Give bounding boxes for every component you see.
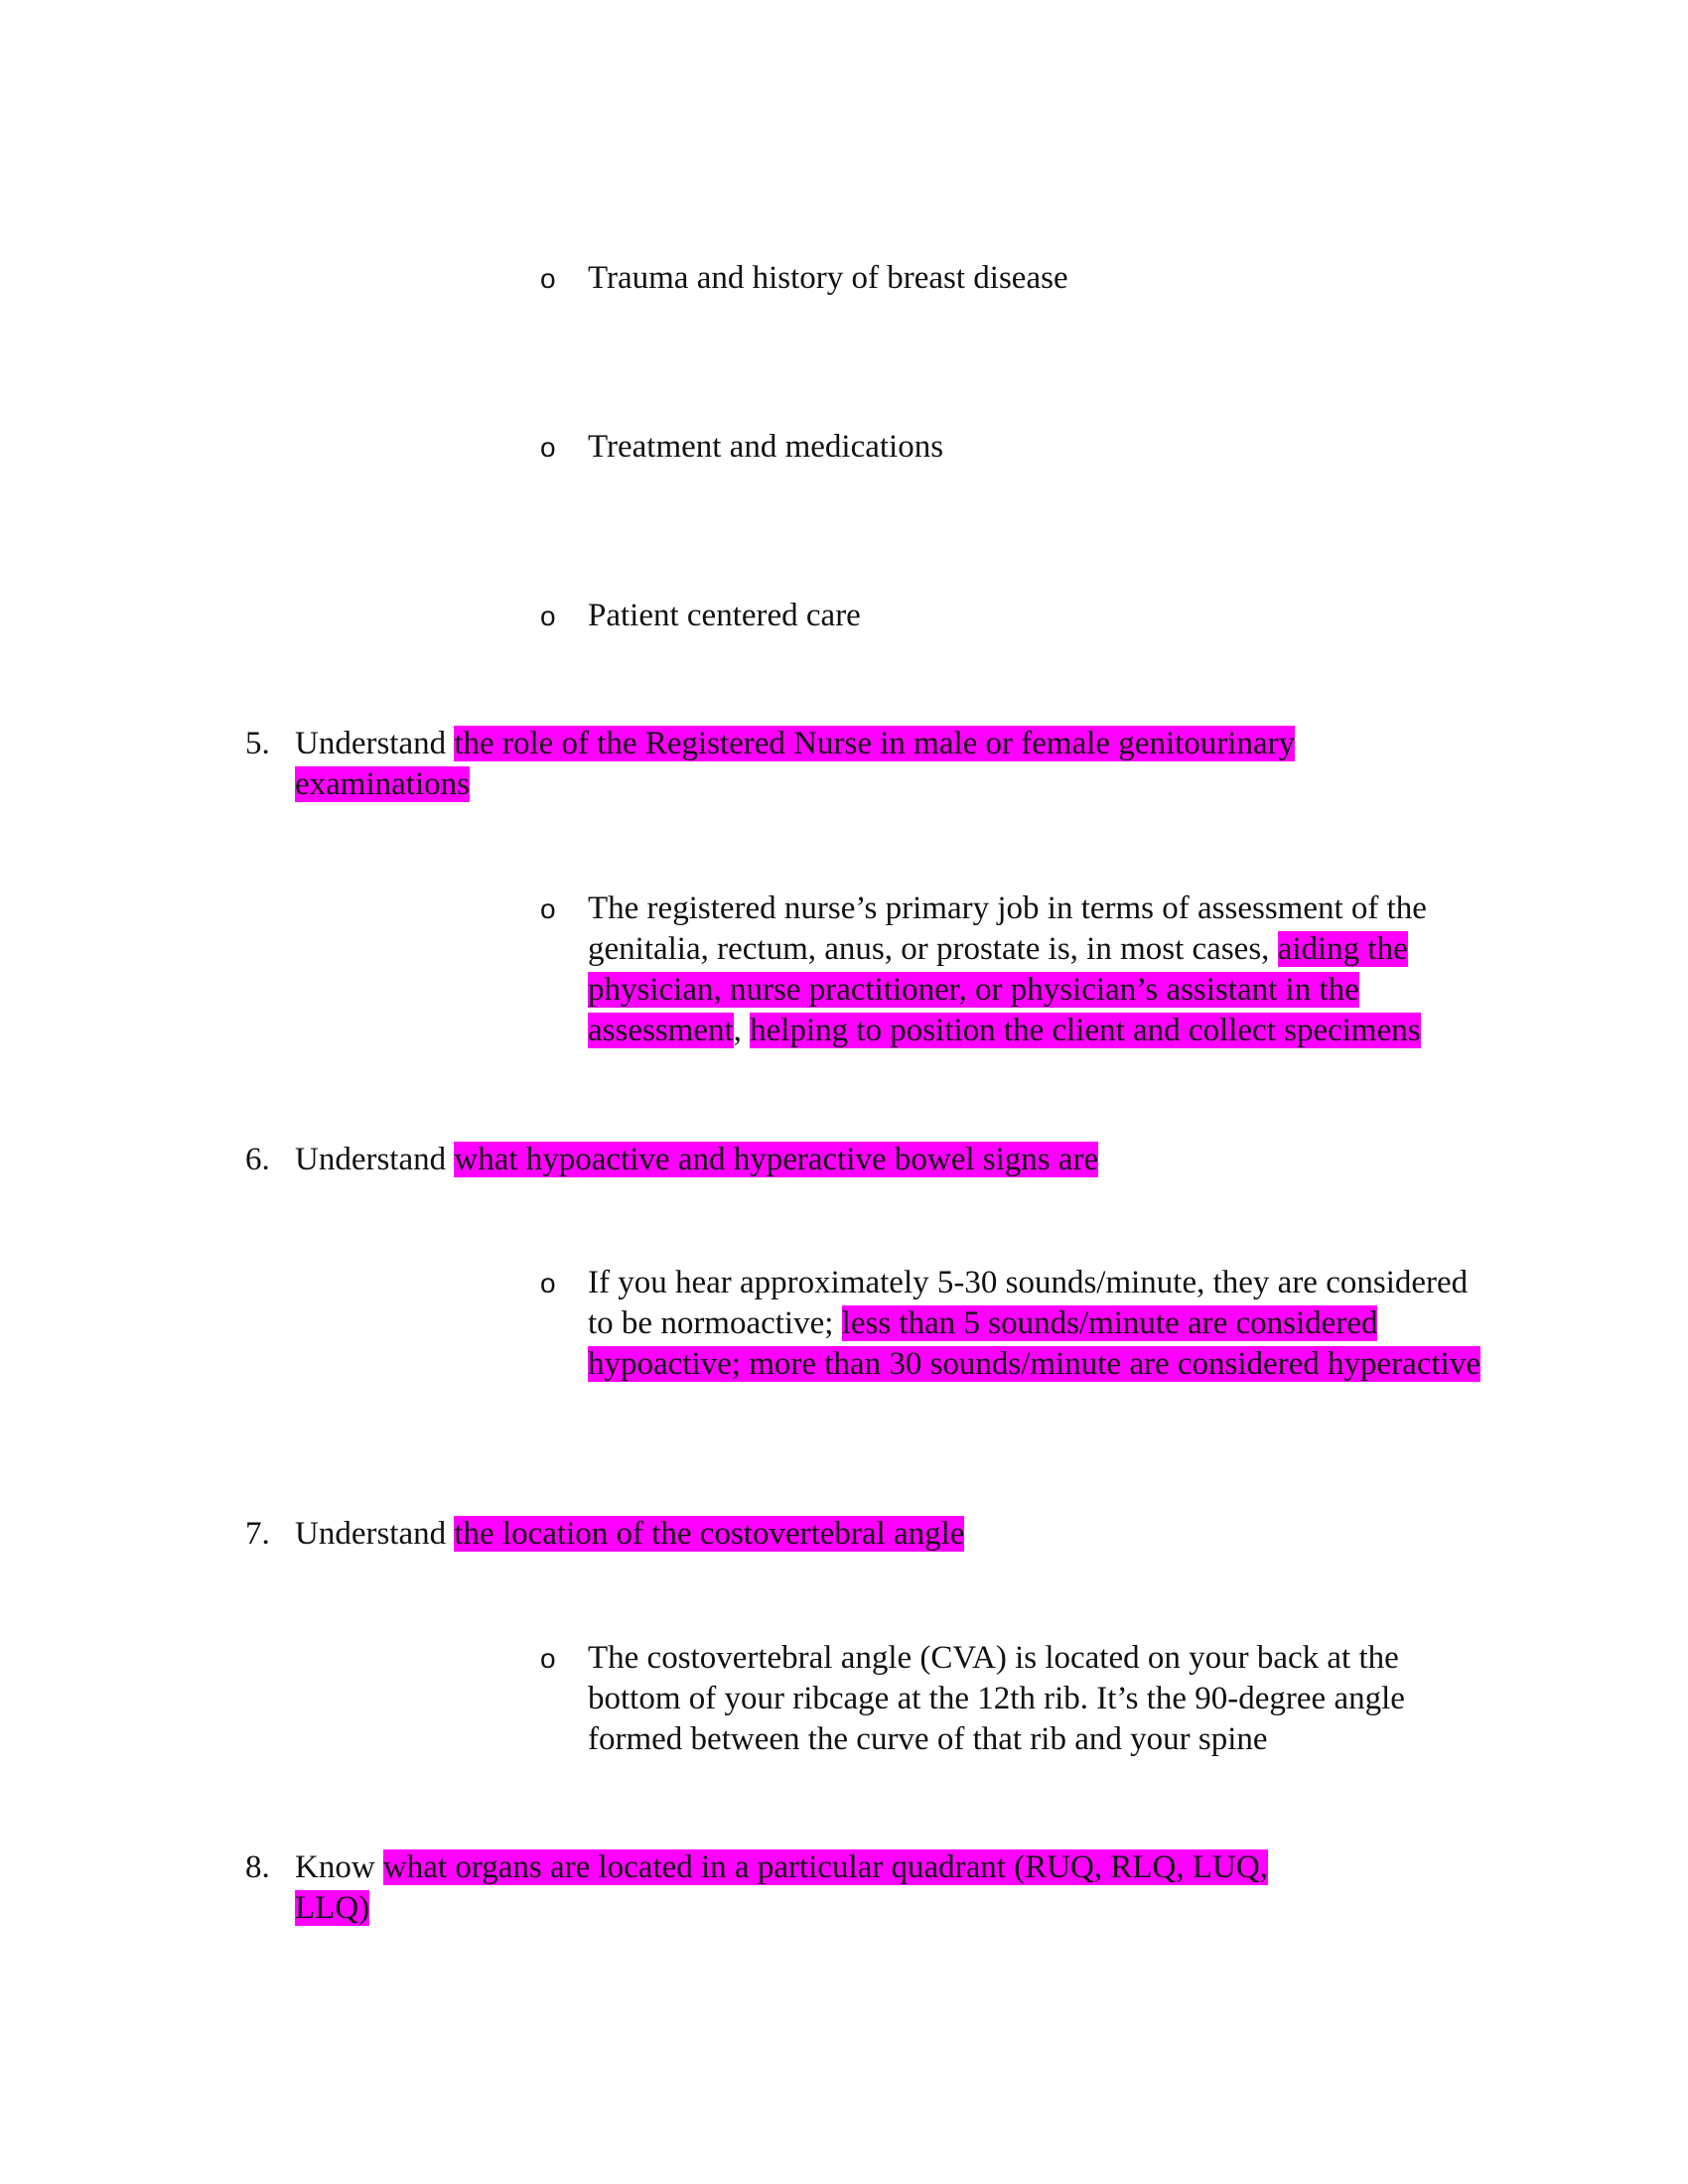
list-item bbox=[540, 258, 1491, 299]
numbered-item-8 bbox=[245, 1847, 1337, 1929]
bullet-text: The registered nurse’s primary job in terms of assessment of the genitalia, rectum, anus, or prostate is, in most cases, bbox=[588, 890, 1427, 967]
bullet-marker: o bbox=[540, 1643, 556, 1674]
numbered-item-6 bbox=[245, 1140, 1337, 1180]
bullet-marker: o bbox=[540, 893, 556, 924]
list-item bbox=[540, 1638, 1491, 1760]
list-item bbox=[540, 427, 1491, 468]
bullet-text: Trauma and history of breast disease bbox=[588, 260, 1068, 296]
highlighted-text: the role of the Registered Nurse in male or female genitourinary bbox=[454, 726, 1296, 761]
highlighted-text: the location of the costovertebral angle bbox=[454, 1516, 965, 1552]
item-lead: Know bbox=[295, 1849, 383, 1885]
list-item bbox=[540, 888, 1491, 1051]
highlighted-text: examinations bbox=[295, 766, 470, 802]
list-item bbox=[540, 1263, 1491, 1385]
item-number: 8. bbox=[245, 1849, 270, 1885]
numbered-item-7 bbox=[245, 1514, 1337, 1555]
bullet-marker: o bbox=[540, 1268, 556, 1298]
list-item bbox=[540, 596, 1491, 636]
item-lead: Understand bbox=[295, 1142, 455, 1177]
highlighted-text: aiding the physician, nurse practitioner, or physician’s assistant in the assessment bbox=[588, 931, 1408, 1048]
highlighted-text: what hypoactive and hyperactive bowel signs are bbox=[454, 1142, 1099, 1177]
item-lead: Understand bbox=[295, 1516, 455, 1552]
item-lead: Understand bbox=[295, 726, 455, 761]
item-number: 5. bbox=[245, 726, 270, 761]
bullet-text: Treatment and medications bbox=[588, 429, 944, 465]
bullet-text: If you hear approximately 5-30 sounds/minute, they are considered to be normoactive; bbox=[588, 1265, 1469, 1341]
highlighted-text: helping to position the client and collect specimens bbox=[750, 1013, 1421, 1048]
bullet-marker: o bbox=[540, 601, 556, 631]
highlighted-text: less than 5 sounds/minute are considered hypoactive; more than 30 sounds/minute are considered hyperactive bbox=[588, 1305, 1480, 1382]
highlighted-text: what organs are located in a particular quadrant (RUQ, RLQ, LUQ, LLQ) bbox=[295, 1849, 1268, 1926]
bullet-text: The costovertebral angle (CVA) is located on your back at the bottom of your ribcage at the 12th rib. It’s the 90-degree angle formed between the curve of that rib and your spine bbox=[588, 1640, 1405, 1757]
bullet-marker: o bbox=[540, 432, 556, 463]
item-number: 6. bbox=[245, 1142, 270, 1177]
bullet-marker: o bbox=[540, 263, 556, 294]
separator-text: , bbox=[733, 1013, 751, 1048]
item-number: 7. bbox=[245, 1516, 270, 1552]
bullet-text: Patient centered care bbox=[588, 598, 861, 633]
numbered-item-5 bbox=[245, 724, 1337, 805]
